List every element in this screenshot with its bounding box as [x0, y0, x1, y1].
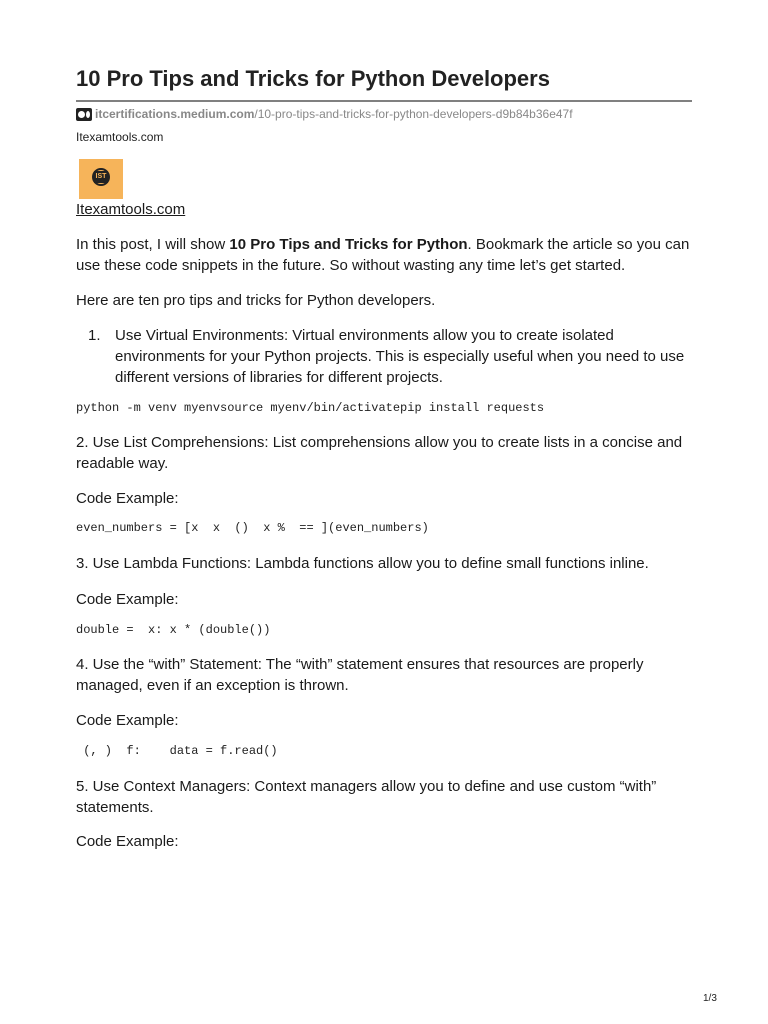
tip-with-statement: 4. Use the “with” Statement: The “with” statement ensures that resources are properly managed, even if an exception is thrown. — [76, 656, 644, 694]
code-block-venv: python -m venv myenvsource myenv/bin/activatepip install requests — [76, 401, 545, 415]
avatar-badge: IST — [94, 171, 108, 183]
tip-context-managers: 5. Use Context Managers: Context managers allow you to define and use custom “with” statements. — [76, 778, 657, 816]
tip-list-comprehensions: 2. Use List Comprehensions: List comprehensions allow you to create lists in a concise and readable way. — [76, 434, 683, 472]
intro-paragraph — [76, 234, 692, 276]
code-block-with: (, ) f: data = f.read() — [76, 744, 278, 758]
source-domain[interactable]: itcertifications.medium.com — [95, 107, 255, 121]
code-example-label: Code Example: — [76, 490, 179, 507]
list-item-number: 1. — [88, 327, 101, 344]
source-url[interactable] — [76, 107, 573, 121]
author-name-small: Itexamtools.com — [76, 130, 164, 144]
lead-paragraph: Here are ten pro tips and tricks for Python developers. — [76, 292, 436, 309]
list-item-text: Use Virtual Environments: Virtual environments allow you to create isolated environments for your Python projects. This is especially useful when you need to use different versions of libraries for different projects. — [115, 327, 685, 386]
source-path[interactable]: /10-pro-tips-and-tricks-for-python-developers-d9b84b36e47f — [254, 107, 573, 121]
code-block-list-comprehension: even_numbers = [x x () x % == ](even_numbers) — [76, 521, 429, 535]
intro-bold-text: 10 Pro Tips and Tricks for Python — [229, 236, 468, 253]
intro-text-end: . Bookmark the article so you can use these code snippets in the future. So without wasting any time let’s get started. — [76, 236, 690, 274]
medium-logo-icon — [76, 108, 92, 121]
tip-lambda-functions: 3. Use Lambda Functions: Lambda functions allow you to define small functions inline. — [76, 555, 649, 572]
author-avatar[interactable] — [79, 159, 123, 199]
title-divider — [76, 100, 692, 102]
intro-text-start: In this post, I will show — [76, 236, 230, 253]
author-link[interactable]: Itexamtools.com — [76, 201, 186, 218]
article-title: 10 Pro Tips and Tricks for Python Developers — [76, 66, 550, 91]
code-example-label: Code Example: — [76, 712, 179, 729]
code-example-label: Code Example: — [76, 833, 179, 850]
code-block-lambda: double = x: x * (double()) — [76, 623, 271, 637]
code-example-label: Code Example: — [76, 591, 179, 608]
page-number: 1/3 — [703, 993, 717, 1004]
